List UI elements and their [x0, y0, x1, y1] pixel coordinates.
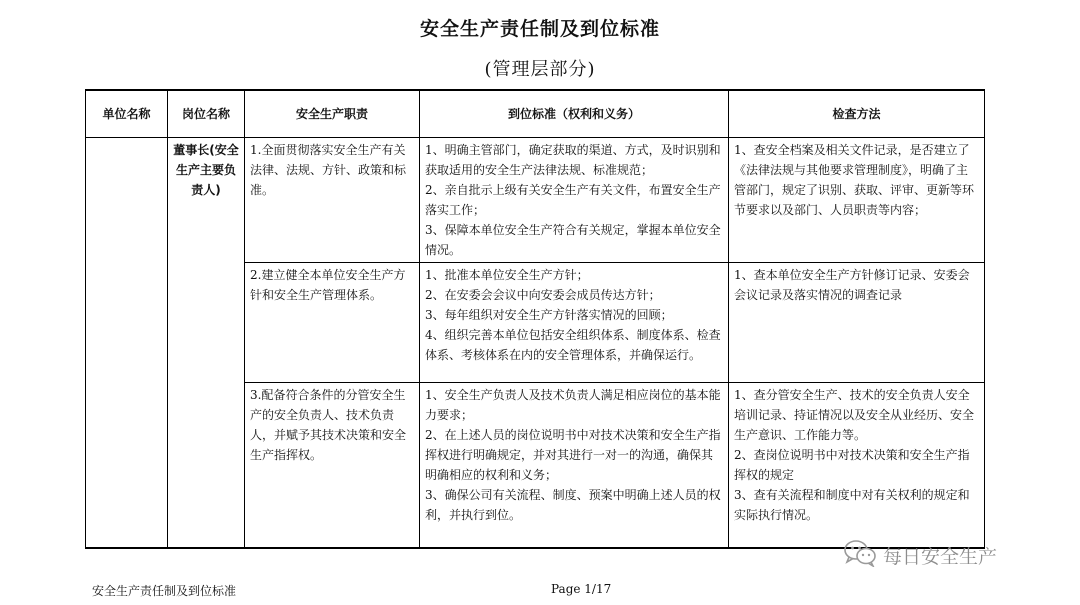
standard-cell: [420, 138, 729, 263]
table-row: [86, 138, 985, 263]
check-item: 1、查分管安全生产、技术的安全负责人安全培训记录、持证情况以及安全从业经历、安全生产意识、工作能力等。: [734, 388, 975, 442]
document-title: 安全生产责任制及到位标准: [419, 18, 660, 40]
unit-name-cell: [86, 138, 168, 548]
post-name-cell: 董事长(安全生产主要负责人): [168, 138, 245, 548]
header-post-name: 岗位名称: [168, 90, 245, 138]
standard-item: 1、批准本单位安全生产方针；: [425, 268, 589, 282]
header-standard: 到位标准（权利和义务）: [420, 90, 729, 138]
check-cell: [729, 138, 985, 263]
footer-title: 安全生产责任制及到位标准: [92, 584, 237, 598]
responsibility-table: [85, 89, 985, 549]
check-item: 1、查安全档案及相关文件记录，是否建立了《法律法规与其他要求管理制度》，明确了主管部门，规定了识别、获取、评审、更新等环节要求以及部门、人员职责等内容；: [734, 143, 975, 217]
standard-item: 4、组织完善本单位包括安全组织体系、制度体系、检查体系、考核体系在内的安全管理体系，并确保运行。: [425, 328, 721, 362]
standard-item: 2、在安委会会议中向安委会成员传达方针；: [425, 288, 661, 302]
wechat-watermark: [843, 540, 997, 570]
standard-item: 2、亲自批示上级有关安全生产有关文件，布置安全生产落实工作；: [425, 183, 721, 217]
standard-item: 1、安全生产负责人及技术负责人满足相应岗位的基本能力要求；: [425, 388, 721, 422]
standard-item: 3、保障本单位安全生产符合有关规定，掌握本单位安全情况。: [425, 223, 721, 257]
header-safety-duty: 安全生产职责: [245, 90, 420, 138]
check-cell: [729, 383, 985, 548]
duty-cell: 3.配备符合条件的分管安全生产的安全负责人、技术负责人，并赋予其技术决策和安全生产指挥权。: [245, 383, 420, 548]
duty-cell: 1.全面贯彻落实安全生产有关法律、法规、方针、政策和标准。: [245, 138, 420, 263]
standard-item: 3、确保公司有关流程、制度、预案中明确上述人员的权利，并执行到位。: [425, 488, 721, 522]
standard-cell: [420, 263, 729, 383]
check-cell: [729, 263, 985, 383]
standard-item: 2、在上述人员的岗位说明书中对技术决策和安全生产指挥权进行明确规定，并对其进行一对一的沟通，确保其明确相应的权利和义务；: [425, 428, 721, 482]
check-item: 1、查本单位安全生产方针修订记录、安委会会议记录及落实情况的调查记录: [734, 268, 970, 302]
standard-cell: [420, 383, 729, 548]
watermark-text: 每日安全生产: [883, 545, 998, 568]
page-number: Page 1/17: [551, 582, 612, 596]
document-subtitle: (管理层部分): [484, 59, 596, 80]
header-unit-name: 单位名称: [86, 90, 168, 138]
standard-item: 1、明确主管部门，确定获取的渠道、方式，及时识别和获取适用的安全生产法律法规、标准规范；: [425, 143, 721, 177]
standard-item: 3、每年组织对安全生产方针落实情况的回顾；: [425, 308, 673, 322]
header-check-method: 检查方法: [729, 90, 985, 138]
check-item: 3、查有关流程和制度中对有关权利的规定和实际执行情况。: [734, 488, 970, 522]
duty-cell: 2.建立健全本单位安全生产方针和安全生产管理体系。: [245, 263, 420, 383]
wechat-icon: [843, 539, 883, 572]
table-header-row: [86, 90, 985, 138]
check-item: 2、查岗位说明书中对技术决策和安全生产指挥权的规定: [734, 448, 970, 482]
